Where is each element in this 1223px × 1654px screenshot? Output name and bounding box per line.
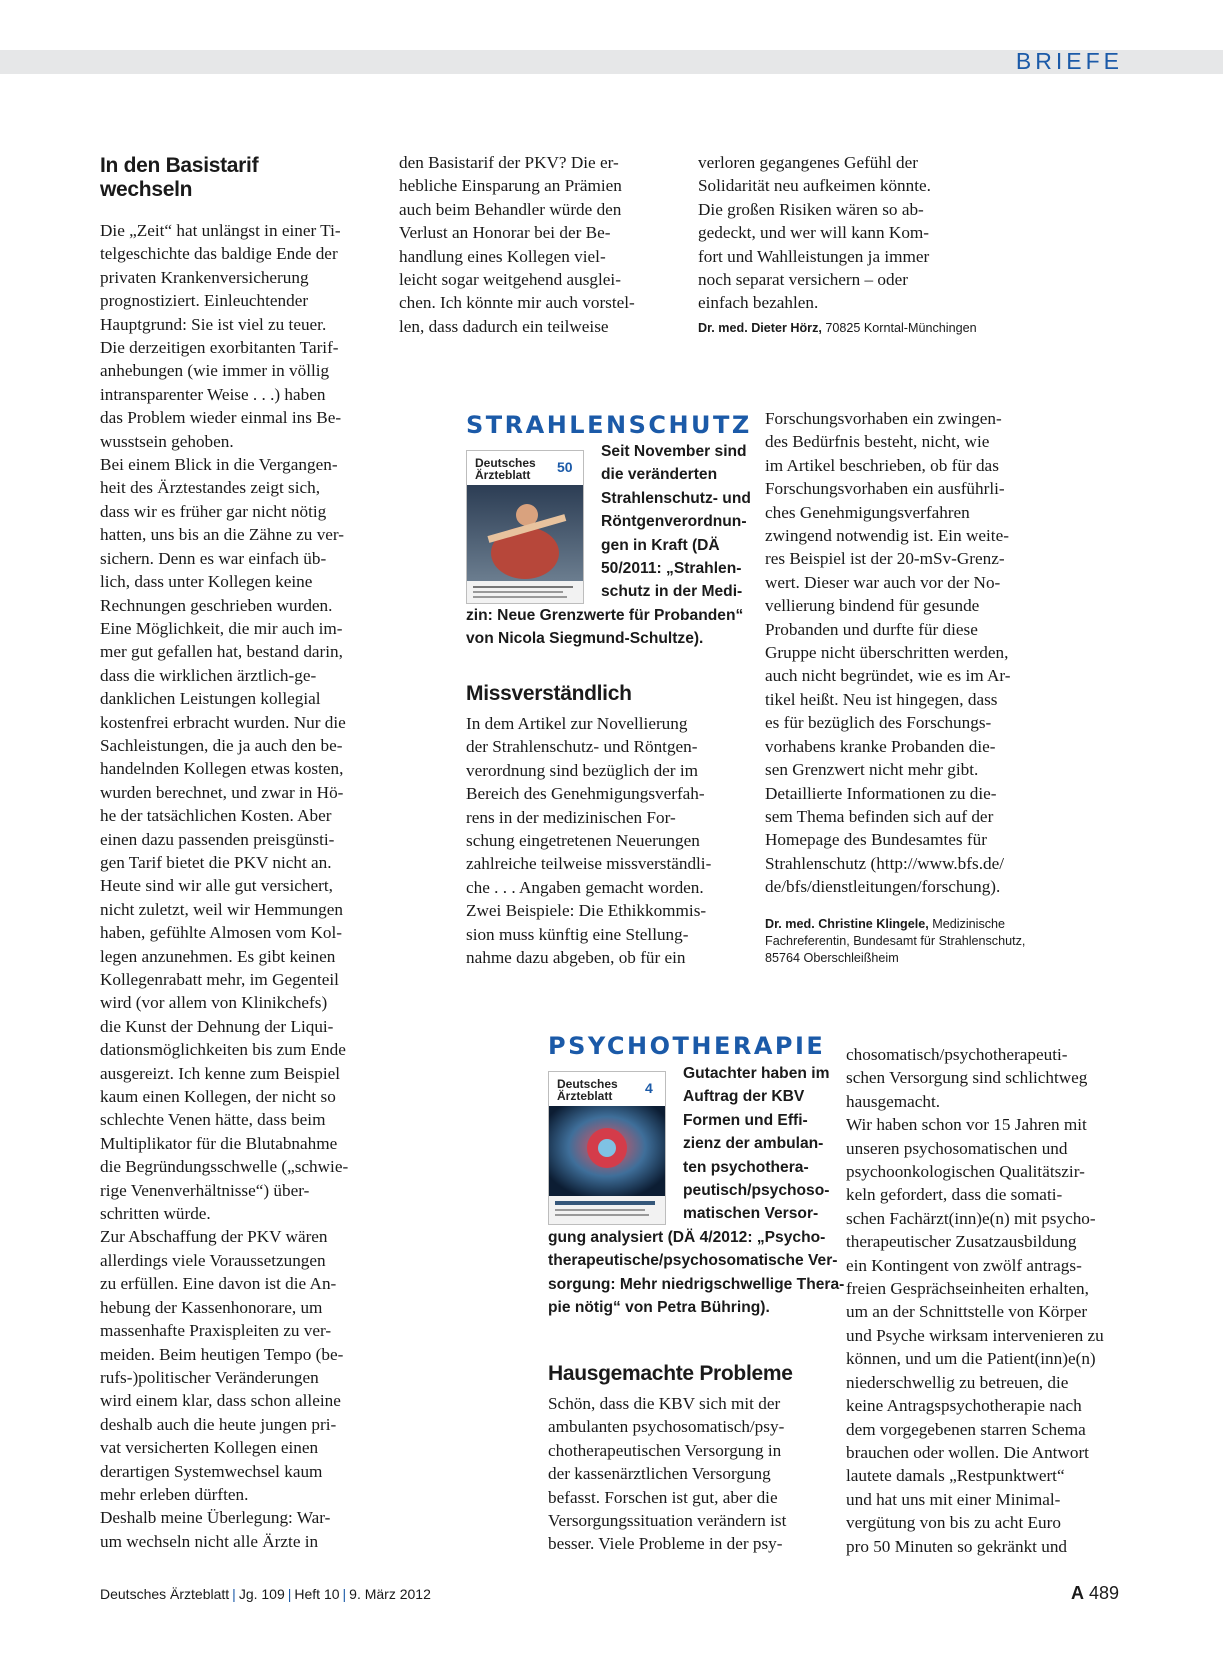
text-line: Formen und Effi- bbox=[683, 1111, 808, 1129]
text-line: vergütung von bis zu acht Euro bbox=[846, 1513, 1061, 1533]
cover-issue-number: 50 bbox=[557, 459, 573, 475]
text-line: hatten, uns bis an die Zähne zu ver- bbox=[100, 525, 345, 545]
text-line: Eine Möglichkeit, die mir auch im- bbox=[100, 618, 343, 638]
text-line: Schön, dass die KBV sich mit der bbox=[548, 1394, 781, 1413]
text-line: zahlreiche teilweise missverständli- bbox=[466, 854, 712, 874]
text-line: che . . . Angaben gemacht worden. bbox=[466, 877, 704, 897]
text-line: Detaillierte Informationen zu die- bbox=[765, 783, 997, 803]
text-line: zu erfüllen. Eine davon ist die An- bbox=[100, 1274, 337, 1294]
text-line: Strahlenschutz- und bbox=[601, 489, 751, 507]
footer-citation: Deutsches Ärzteblatt | Jg. 109 | Heft 10 | 9. März 2012 bbox=[100, 1586, 431, 1602]
text-line: befasst. Forschen ist gut, aber die bbox=[548, 1487, 778, 1507]
letter1-column-1 bbox=[100, 219, 390, 1553]
text-line: Die derzeitigen exorbitanten Tarif- bbox=[100, 338, 339, 358]
text-line: In dem Artikel zur Novellierung bbox=[466, 714, 688, 733]
text-line: verordnung sind bezüglich der im bbox=[466, 760, 698, 780]
letter3-column-1 bbox=[548, 1392, 838, 1556]
text-line: intransparenter Weise . . .) haben bbox=[100, 384, 326, 404]
text-line: im Artikel beschrieben, ob für das bbox=[765, 455, 999, 475]
text-line: wird einem klar, dass schon alleine bbox=[100, 1391, 341, 1411]
text-line: Heute sind wir alle gut versichert, bbox=[100, 876, 333, 896]
letter3-column-2 bbox=[846, 1043, 1136, 1558]
text-line: prognostiziert. Einleuchtender bbox=[100, 291, 309, 311]
text-line: len, dass dadurch ein teilweise bbox=[399, 316, 609, 336]
text-line: massenhafte Praxispleiten zu ver- bbox=[100, 1321, 332, 1341]
text-line: wird (vor allem von Klinikchefs) bbox=[100, 993, 328, 1013]
text-line: Deshalb meine Überlegung: War- bbox=[100, 1508, 331, 1528]
text-line: Seit November sind bbox=[601, 443, 747, 460]
text-line: deshalb auch die heute jungen pri- bbox=[100, 1414, 337, 1434]
text-line: sorgung: Mehr niedrigschwellige Thera- bbox=[548, 1275, 845, 1293]
letter2-column-1 bbox=[466, 712, 756, 969]
text-line: das Problem wieder einmal ins Be- bbox=[100, 408, 342, 428]
text-line: Bereich des Genehmigungsverfah- bbox=[466, 784, 705, 804]
letter2-cover-image bbox=[466, 450, 584, 604]
text-line: zienz der ambulan- bbox=[683, 1135, 824, 1153]
text-line: um an der Schnittstelle von Körper bbox=[846, 1302, 1088, 1322]
cover-issue-number: 4 bbox=[645, 1080, 653, 1096]
text-line: peutisch/psychoso- bbox=[683, 1182, 830, 1200]
letter2-lead bbox=[466, 604, 766, 651]
text-line: sem Thema befinden sich auf der bbox=[765, 806, 994, 826]
text-line: haben, gefühlte Almosen vom Kol- bbox=[100, 923, 343, 943]
text-line: sion muss künftig eine Stellung- bbox=[466, 924, 689, 944]
text-line: rige Venenverhältnisse“) über- bbox=[100, 1180, 310, 1200]
text-line: mer gut gefallen hat, bestand darin, bbox=[100, 642, 343, 662]
text-line: rens in der medizinischen For- bbox=[466, 807, 676, 827]
text-line: Forschungsvorhaben ein ausführli- bbox=[765, 479, 1005, 499]
text-line: schung eingetretenen Neuerungen bbox=[466, 831, 700, 851]
text-line: Versorgungssituation verändern ist bbox=[548, 1511, 787, 1531]
text-line: gedeckt, und wer will kann Kom- bbox=[698, 223, 930, 243]
text-line: lautete damals „Restpunktwert“ bbox=[846, 1466, 1065, 1486]
text-line: Kollegenrabatt mehr, im Gegenteil bbox=[100, 970, 339, 989]
text-line: fort und Wahlleistungen ja immer bbox=[698, 246, 930, 266]
text-line: Multiplikator für die Blutabnahme bbox=[100, 1133, 338, 1153]
text-line: chotherapeutischen Versorgung in bbox=[548, 1440, 782, 1460]
text-line: privaten Krankenversicherung bbox=[100, 267, 309, 287]
text-line: Forschungsvorhaben ein zwingen- bbox=[765, 409, 1002, 428]
text-line: matischen Versor- bbox=[683, 1205, 819, 1223]
text-line: leicht sogar weitgehend ausglei- bbox=[399, 270, 621, 290]
text-line: unseren psychosomatischen und bbox=[846, 1138, 1068, 1158]
text-line: pro 50 Minuten so gekränkt und bbox=[846, 1536, 1068, 1556]
letter3-lead bbox=[548, 1226, 848, 1320]
text-line: kostenfrei erbracht wurden. Nur die bbox=[100, 712, 346, 732]
text-line: mehr erleben dürften. bbox=[100, 1484, 249, 1504]
text-line: den Basistarif der PKV? Die er- bbox=[399, 153, 619, 172]
text-line: he der tatsächlichen Kosten. Aber bbox=[100, 806, 332, 826]
text-line: einfach bezahlen. bbox=[698, 293, 819, 313]
text-line: hausgemacht. bbox=[846, 1091, 941, 1111]
text-line: vat versicherten Kollegen einen bbox=[100, 1438, 319, 1458]
text-line: nicht zuletzt, weil wir Hemmungen bbox=[100, 899, 343, 919]
text-line: dem vorgegebenen starren Schema bbox=[846, 1419, 1086, 1439]
text-line: telgeschichte das baldige Ende der bbox=[100, 244, 338, 264]
text-line: niederschwellig zu betreuen, die bbox=[846, 1372, 1069, 1392]
text-line: Röntgenverordnun- bbox=[601, 513, 747, 531]
text-line: brauchen oder wollen. Die Antwort bbox=[846, 1442, 1089, 1462]
text-line: verloren gegangenes Gefühl der bbox=[698, 153, 918, 172]
letter1-title: In den Basistarif wechseln bbox=[100, 154, 259, 201]
text-line: chen. Ich könnte mir auch vorstel- bbox=[399, 293, 635, 313]
text-line: der kassenärztlichen Versorgung bbox=[548, 1464, 771, 1484]
cover-athlete-photo bbox=[467, 485, 583, 603]
text-line: legen anzunehmen. Es gibt keinen bbox=[100, 946, 336, 966]
text-line: pie nötig“ von Petra Bühring). bbox=[548, 1299, 770, 1317]
cover-masthead: Deutsches Ärzteblatt bbox=[557, 1077, 618, 1103]
text-line: Homepage des Bundesamtes für bbox=[765, 830, 987, 850]
letter2-lead-beside bbox=[601, 440, 751, 604]
text-line: schritten würde. bbox=[100, 1204, 211, 1224]
letter2-signature: Dr. med. Christine Klingele, Medizinische Fachreferentin, Bundesamt für Strahlenschutz, 85764 Oberschleißheim bbox=[765, 917, 1026, 965]
text-line: anhebungen (wie immer in völlig bbox=[100, 361, 330, 381]
text-line: therapeutischer Zusatzausbildung bbox=[846, 1232, 1077, 1252]
text-line: wurden berechnet, und zwar in Hö- bbox=[100, 782, 344, 802]
text-line: ten psychothera- bbox=[683, 1158, 809, 1176]
text-line: freien Gesprächseinheiten erhalten, bbox=[846, 1279, 1089, 1299]
text-line: können, und um die Patient(inn)e(n) bbox=[846, 1349, 1096, 1369]
text-line: hebliche Einsparung an Prämien bbox=[399, 176, 622, 196]
text-line: 50/2011: „Strahlen- bbox=[601, 560, 742, 578]
text-line: vellierung bindend für gesunde bbox=[765, 596, 980, 616]
text-line: sen Grenzwert nicht mehr gibt. bbox=[765, 760, 979, 780]
text-line: chosomatisch/psychotherapeuti- bbox=[846, 1045, 1068, 1064]
text-line: nahme dazu abgeben, ob für ein bbox=[466, 948, 686, 968]
text-line: gung analysiert (DÄ 4/2012: „Psycho- bbox=[548, 1229, 826, 1246]
letter3-cover-image bbox=[548, 1071, 666, 1225]
text-line: allerdings viele Voraussetzungen bbox=[100, 1250, 326, 1270]
letter2-topic: STRAHLENSCHUTZ bbox=[466, 411, 752, 439]
text-line: Sachleistungen, die ja auch den be- bbox=[100, 735, 343, 755]
text-line: keine Antragspsychotherapie nach bbox=[846, 1396, 1082, 1416]
text-line: die Begründungsschwelle („schwie- bbox=[100, 1157, 349, 1177]
letter2-title: Missverständlich bbox=[466, 682, 632, 705]
text-line: dass wir es früher gar nicht nötig bbox=[100, 501, 327, 521]
text-line: therapeutische/psychosomatische Ver- bbox=[548, 1252, 838, 1270]
letter1-column-3 bbox=[698, 151, 988, 315]
text-line: handelnden Kollegen etwas kosten, bbox=[100, 759, 344, 779]
letter3-topic: PSYCHOTHERAPIE bbox=[548, 1032, 826, 1060]
text-line: heit des Ärztestandes zeigt sich, bbox=[100, 478, 321, 498]
cover-cell-photo bbox=[549, 1106, 665, 1224]
text-line: derartigen Systemwechsel kaum bbox=[100, 1461, 323, 1481]
text-line: hebung der Kassenhonorare, um bbox=[100, 1297, 323, 1317]
text-line: noch separat versichern – oder bbox=[698, 270, 908, 290]
text-line: des Bedürfnis besteht, nicht, wie bbox=[765, 432, 990, 452]
section-label: BRIEFE bbox=[1015, 48, 1123, 74]
text-line: gen in Kraft (DÄ bbox=[601, 536, 720, 554]
text-line: de/bfs/dienstleitungen/forschung). bbox=[765, 877, 1001, 897]
letter3-title: Hausgemachte Probleme bbox=[548, 1362, 793, 1385]
text-line: tikel heißt. Neu ist hingegen, dass bbox=[765, 689, 998, 709]
text-line: die veränderten bbox=[601, 466, 718, 484]
text-line: auch nicht begründet, wie es im Ar- bbox=[765, 666, 1011, 686]
text-line: Wir haben schon vor 15 Jahren mit bbox=[846, 1115, 1087, 1135]
letter2-column-2 bbox=[765, 407, 1055, 899]
text-line: vorhabens kranke Probanden die- bbox=[765, 736, 996, 756]
text-line: Strahlenschutz (http://www.bfs.de/ bbox=[765, 853, 1004, 873]
text-line: ches Genehmigungsverfahren bbox=[765, 502, 970, 522]
text-line: besser. Viele Probleme in der psy- bbox=[548, 1534, 783, 1554]
text-line: zin: Neue Grenzwerte für Probanden“ bbox=[466, 607, 744, 624]
text-line: kaum einen Kollegen, der nicht so bbox=[100, 1087, 336, 1107]
text-line: Rechnungen geschrieben wurden. bbox=[100, 595, 333, 615]
text-line: der Strahlenschutz- und Röntgen- bbox=[466, 737, 698, 757]
page-number: A 489 bbox=[1070, 1583, 1119, 1603]
text-line: von Nicola Siegmund-Schultze). bbox=[466, 630, 704, 648]
text-line: res Beispiel ist der 20-mSv-Grenz- bbox=[765, 549, 1005, 569]
letter3-lead-beside bbox=[683, 1062, 833, 1226]
text-line: handlung eines Kollegen viel- bbox=[399, 246, 606, 266]
text-line: dass die wirklichen ärztlich-ge- bbox=[100, 665, 317, 685]
text-line: Hauptgrund: Sie ist viel zu teuer. bbox=[100, 314, 327, 334]
letter1-signature: Dr. med. Dieter Hörz, 70825 Korntal-Münchingen bbox=[698, 321, 977, 335]
text-line: meiden. Beim heutigen Tempo (be- bbox=[100, 1344, 344, 1364]
text-line: Verlust an Honorar bei der Be- bbox=[399, 223, 611, 243]
text-line: sichern. Denn es war einfach üb- bbox=[100, 548, 327, 568]
text-line: danklichen Leistungen kollegial bbox=[100, 689, 321, 709]
text-line: lich, dass unter Kollegen keine bbox=[100, 572, 313, 592]
text-line: dationsmöglichkeiten bis zum Ende bbox=[100, 1040, 346, 1060]
letter1-column-2 bbox=[399, 151, 689, 338]
text-line: ambulanten psychosomatisch/psy- bbox=[548, 1417, 785, 1437]
text-line: Gruppe nicht überschritten werden, bbox=[765, 643, 1009, 663]
text-line: einen dazu passenden preisgünsti- bbox=[100, 829, 335, 849]
text-line: Probanden und durfte für diese bbox=[765, 619, 978, 639]
text-line: und Psyche wirksam intervenieren zu bbox=[846, 1325, 1104, 1345]
text-line: wusstsein gehoben. bbox=[100, 431, 234, 451]
text-line: schen Versorgung sind schlichtweg bbox=[846, 1068, 1088, 1088]
text-line: auch beim Behandler würde den bbox=[399, 199, 622, 219]
text-line: es für bezüglich des Forschungs- bbox=[765, 713, 992, 733]
text-line: Bei einem Blick in die Vergangen- bbox=[100, 455, 338, 475]
text-line: Zur Abschaffung der PKV wären bbox=[100, 1227, 328, 1247]
text-line: Die „Zeit“ hat unlängst in einer Ti- bbox=[100, 221, 341, 240]
text-line: gen Tarif bietet die PKV nicht an. bbox=[100, 852, 332, 872]
text-line: schlechte Venen hätte, dass beim bbox=[100, 1110, 326, 1130]
text-line: Gutachter haben im bbox=[683, 1065, 830, 1082]
text-line: psychoonkologischen Qualitätszir- bbox=[846, 1162, 1085, 1182]
text-line: die Kunst der Dehnung der Liqui- bbox=[100, 1016, 334, 1036]
text-line: ausgereizt. Ich kenne zum Beispiel bbox=[100, 1063, 341, 1083]
text-line: und hat uns mit einer Minimal- bbox=[846, 1489, 1061, 1509]
text-line: rufs-)politischer Veränderungen bbox=[100, 1367, 319, 1387]
text-line: schutz in der Medi- bbox=[601, 583, 743, 601]
text-line: schen Fachärzt(inn)e(n) mit psycho- bbox=[846, 1208, 1096, 1228]
text-line: wert. Dieser war auch vor der No- bbox=[765, 572, 1001, 592]
text-line: keln gefordert, dass die somati- bbox=[846, 1185, 1063, 1205]
text-line: Die großen Risiken wären so ab- bbox=[698, 199, 924, 219]
text-line: Auftrag der KBV bbox=[683, 1088, 805, 1106]
text-line: Solidarität neu aufkeimen könnte. bbox=[698, 176, 931, 196]
cover-masthead: Deutsches Ärzteblatt bbox=[475, 456, 536, 482]
text-line: zwingend notwendig ist. Ein weite- bbox=[765, 526, 1009, 546]
text-line: Zwei Beispiele: Die Ethikkommis- bbox=[466, 901, 707, 921]
text-line: ein Kontingent von zwölf antrags- bbox=[846, 1255, 1082, 1275]
text-line: um wechseln nicht alle Ärzte in bbox=[100, 1531, 319, 1551]
